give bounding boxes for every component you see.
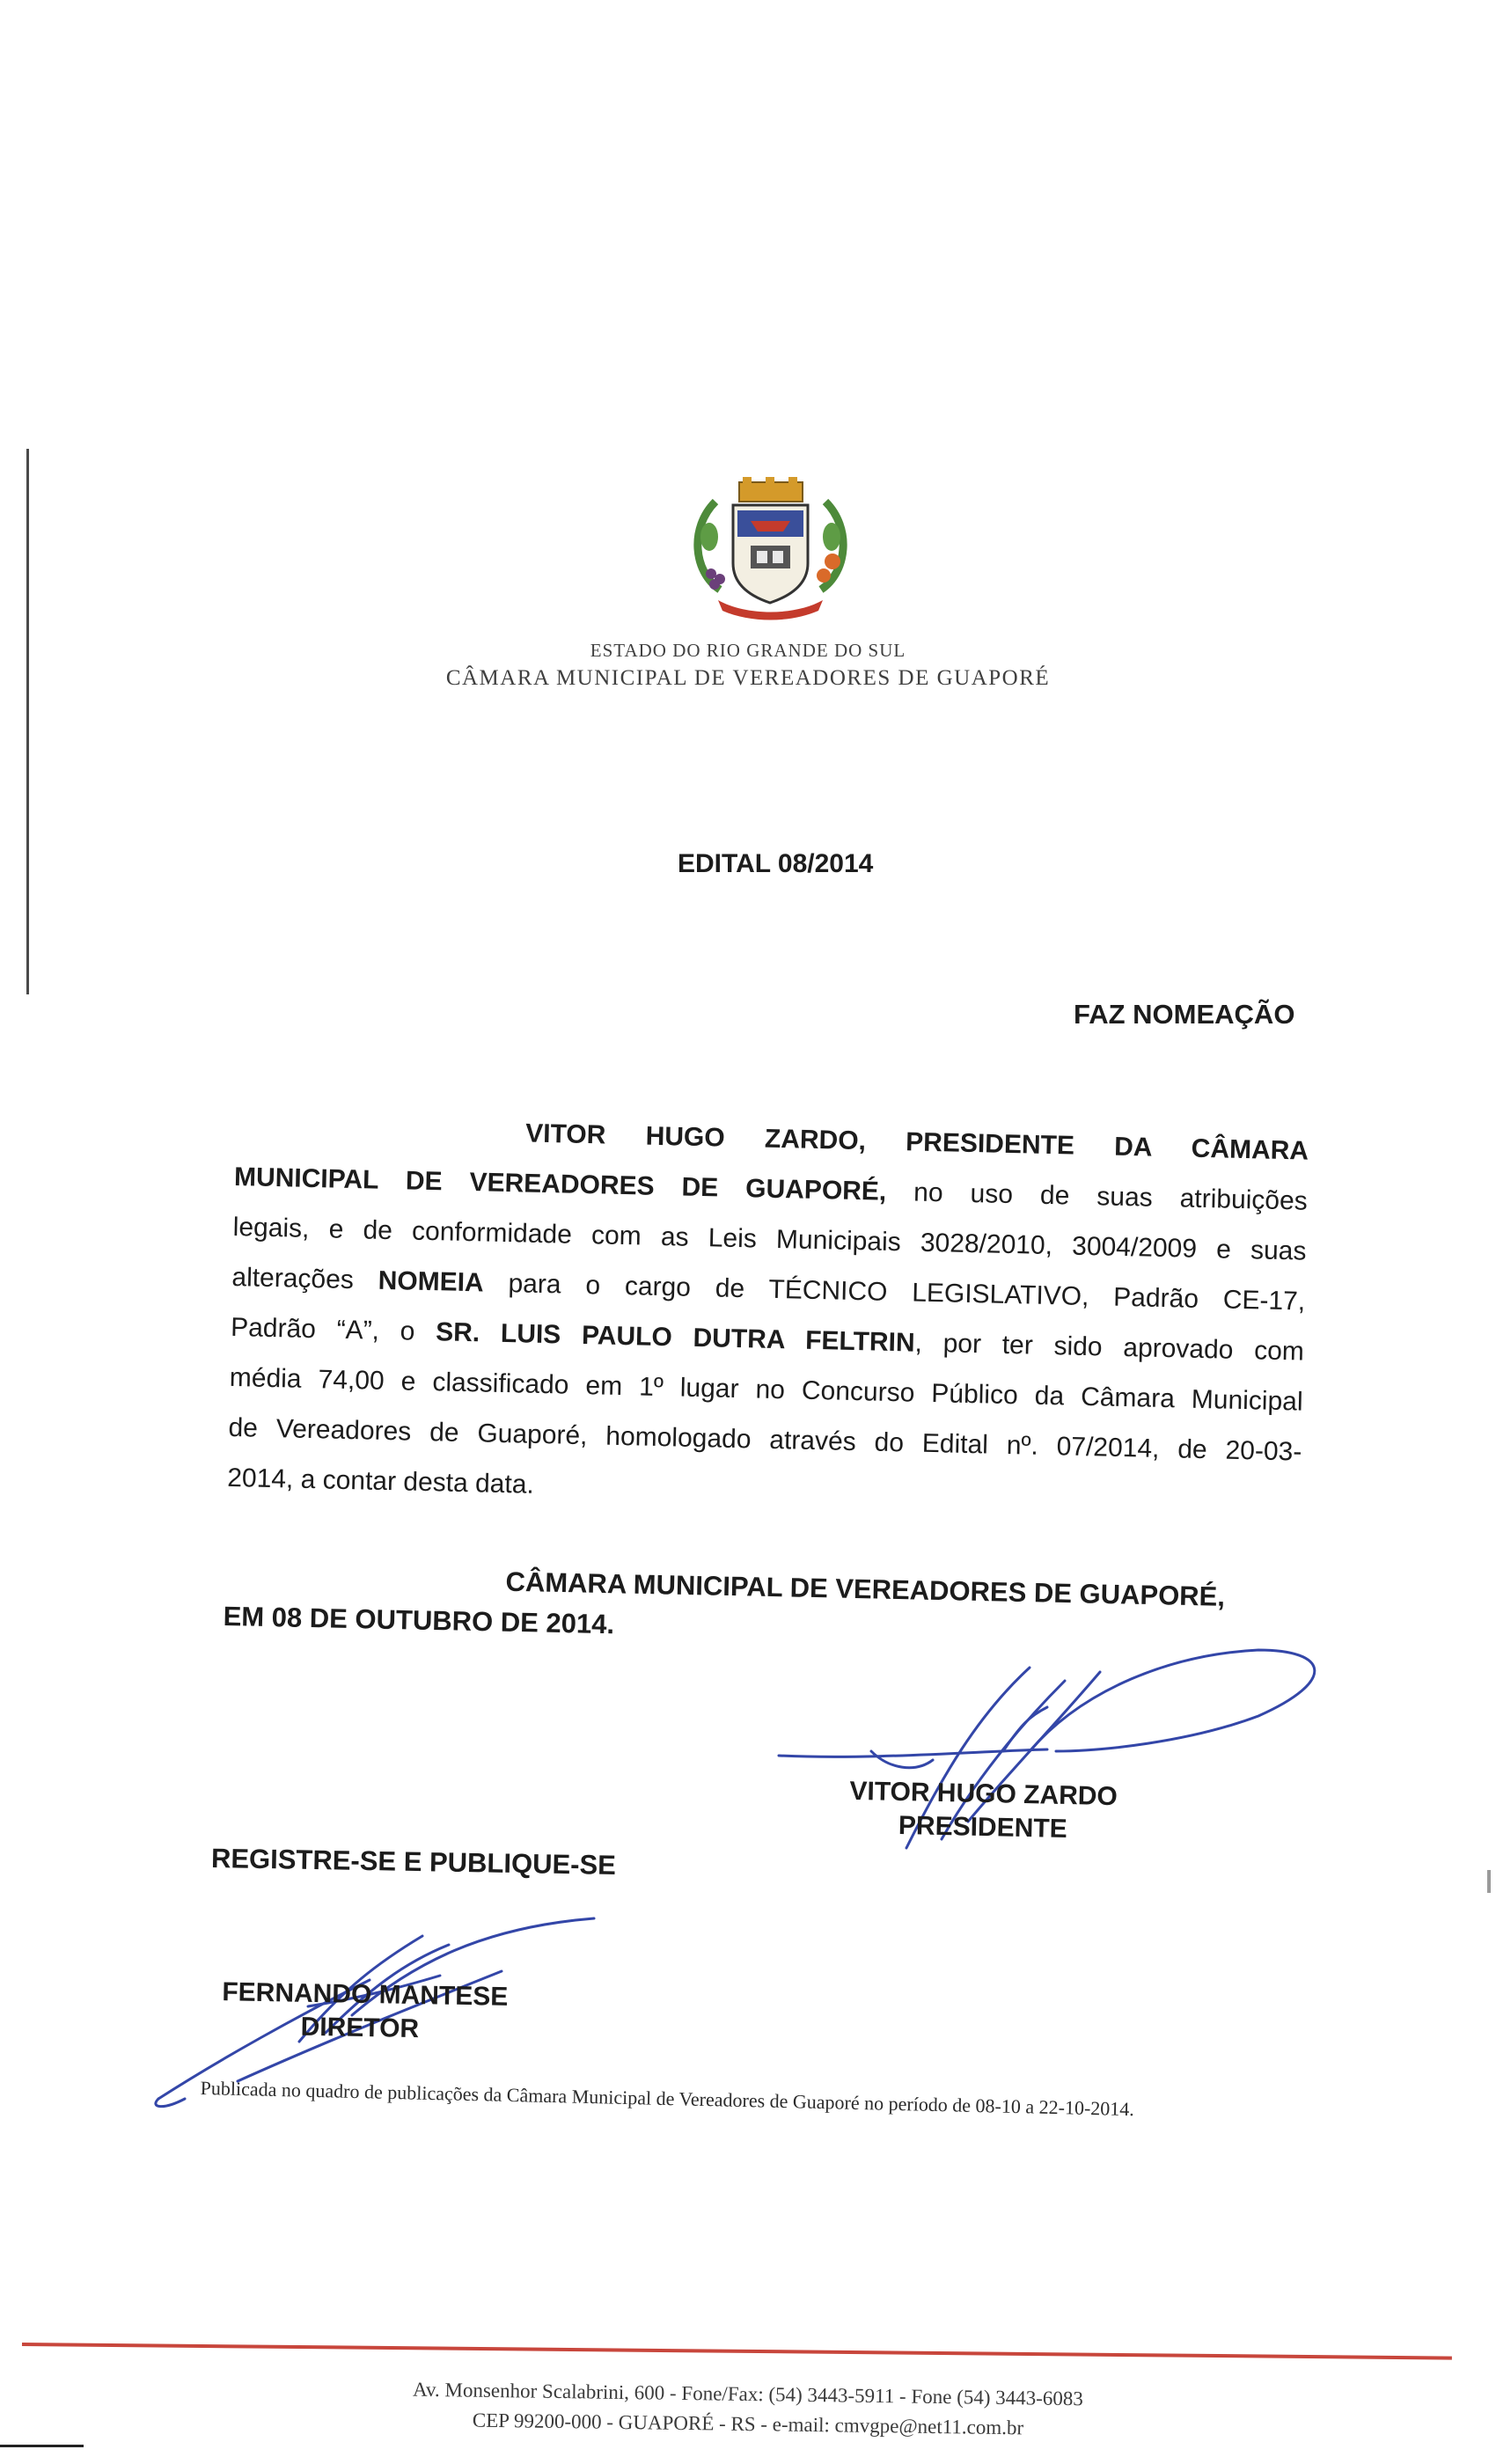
nomeia-keyword: NOMEIA (378, 1265, 485, 1298)
body-text: para o cargo de TÉCNICO LEGISLATIVO, Padrão CE-17, (483, 1268, 1306, 1316)
signatory-2-name: FERNANDO MANTESE (222, 1977, 509, 2012)
body-text: no uso de suas atribuições (885, 1177, 1309, 1216)
signatory-2-role: DIRETOR (300, 2012, 420, 2044)
scan-mark (0, 2445, 84, 2447)
signatory-2 (221, 1976, 508, 2048)
page-title: EDITAL 08/2014 (678, 849, 874, 878)
signatory-1-name: VITOR HUGO ZARDO (849, 1776, 1118, 1812)
body-line-7: de Vereadores de Guaporé, homologado através do Edital nº. 07/2014, de 20-03- (228, 1412, 1302, 1467)
president-name-heading: VITOR HUGO ZARDO, PRESIDENTE DA CÂMARA (524, 1118, 1309, 1166)
body-line-6: média 74,00 e classificado em 1º lugar no Concurso Público da Câmara Municipal (229, 1362, 1303, 1417)
body-line-3: legais, e de conformidade com as Leis Municipais 3028/2010, 3004/2009 e suas (232, 1212, 1307, 1266)
body-text: Padrão “A”, o (230, 1312, 436, 1347)
signatory-1-role: PRESIDENTE (898, 1810, 1068, 1844)
closing-chamber: CÂMARA MUNICIPAL DE VEREADORES DE GUAPORÉ, (505, 1566, 1226, 1612)
coat-of-arms-icon (685, 475, 856, 620)
body-line-8: 2014, a contar desta data. (226, 1463, 535, 1500)
footer-divider (22, 2343, 1452, 2360)
closing-date: EM 08 DE OUTUBRO DE 2014. (223, 1600, 615, 1640)
closing-block (223, 1560, 1293, 1654)
scan-speck (1487, 1870, 1491, 1893)
registre-notice: REGISTRE-SE E PUBLIQUE-SE (210, 1842, 617, 1881)
footer-contact: CEP 99200-000 - GUAPORÉ - RS - e-mail: cmvgpe@net11.com.br (472, 2409, 1024, 2439)
body-paragraph (227, 1102, 1309, 1528)
appointee-name: SR. LUIS PAULO DUTRA FELTRIN (435, 1317, 915, 1358)
body-text: alterações (231, 1262, 379, 1295)
municipal-chamber-name: MUNICIPAL DE VEREADORES DE GUAPORÉ, (233, 1162, 887, 1206)
page-subtitle: FAZ NOMEAÇÃO (1074, 999, 1295, 1030)
header-camara: CÂMARA MUNICIPAL DE VEREADORES DE GUAPORÉ (445, 666, 1051, 690)
publication-note: Publicada no quadro de publicações da Câmara Municipal de Vereadores de Guaporé no período de 08-10 a 22-10-2014. (200, 2077, 1135, 2121)
scan-edge-line (26, 449, 29, 994)
signatory-1 (848, 1775, 1118, 1847)
body-text: , por ter sido aprovado com (914, 1328, 1305, 1367)
header-state: ESTADO DO RIO GRANDE DO SUL (590, 640, 906, 661)
footer-address: Av. Monsenhor Scalabrini, 600 - Fone/Fax: (54) 3443-5911 - Fone (54) 3443-6083 (412, 2378, 1084, 2410)
